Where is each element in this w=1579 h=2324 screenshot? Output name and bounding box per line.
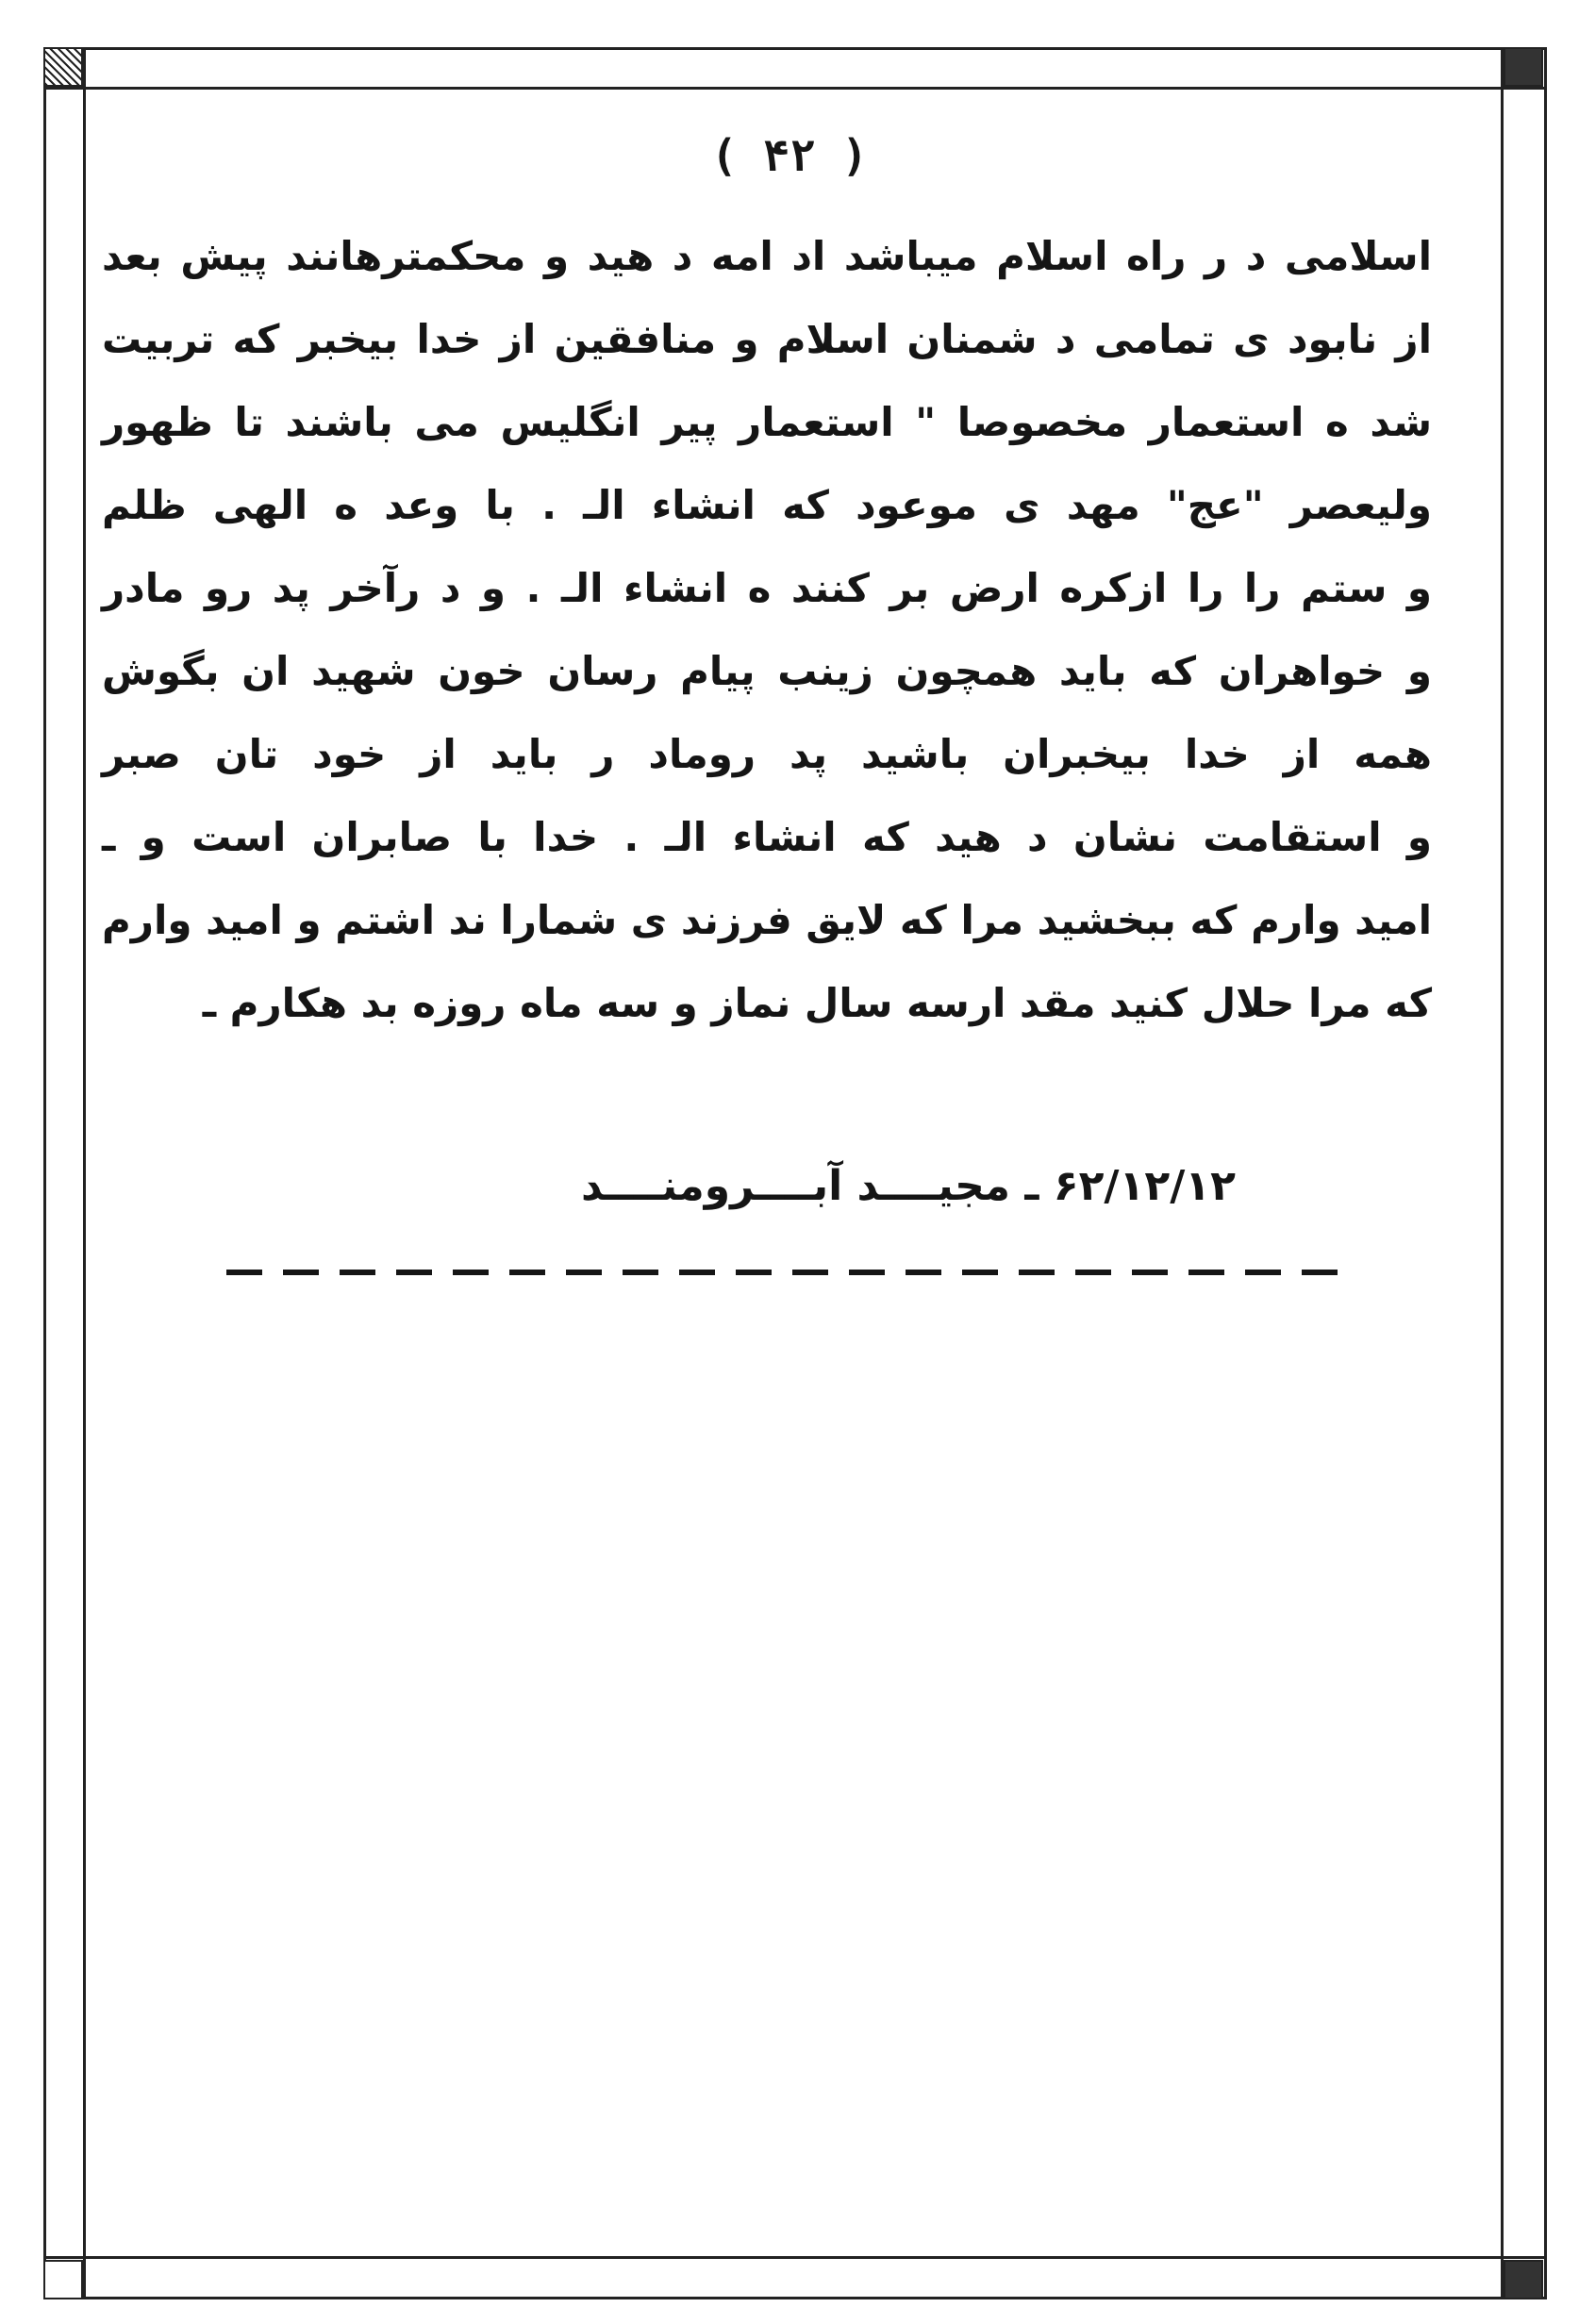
top-rule	[43, 87, 1547, 90]
letter-line: شد ه استعمار مخصوصا " استعمار پیر انگلیس می باشند تا ظهور	[102, 399, 1432, 445]
letter-line: که مرا حلال کنید مقد ارسه سال نماز و سه ماه روزه بد هکارم ـ	[202, 980, 1432, 1026]
letter-line: ولیعصر "عج" مهد ی موعود که انشاء الـ . با وعد ه الهی ظلم	[102, 482, 1432, 528]
letter-line: اسلامی د ر راه اسلام میباشد اد امه د هید و محکمترهانند پیش بعد	[102, 233, 1432, 279]
corner-ornament-top-left	[43, 47, 83, 87]
page-number: ( ۴۲ )	[710, 130, 869, 181]
letter-body	[102, 215, 1432, 1045]
letter-line: امید وارم که ببخشید مرا که لایق فرزند ی شمارا ند اشتم و امید وارم	[102, 897, 1432, 943]
bottom-rule	[43, 2256, 1547, 2259]
letter-line: و استقامت نشان د هید که انشاء الـ . خدا با صابران است و ـ	[102, 814, 1432, 860]
signature-date-line: ۶۲/۱۲/۱۲ ـ مجیــــد آبــــرومنــــد	[580, 1162, 1236, 1210]
letter-line: و ستم را را ازکره ارض بر کنند ه انشاء الـ . و د رآخر پد رو مادر	[102, 565, 1432, 611]
letter-line: همه از خدا بیخبران باشید پد روماد ر باید از خود تان صبر	[102, 731, 1432, 777]
closing-dashed-rule	[226, 1270, 1355, 1275]
corner-ornament-bottom-left	[43, 2260, 83, 2299]
letter-line: از نابود ی تمامی د شمنان اسلام و منافقین از خدا بیخبر که تربیت	[102, 316, 1432, 362]
letter-line: و خواهران که باید همچون زینب پیام رسان خون شهید ان بگوش	[102, 648, 1432, 694]
corner-ornament-top-right	[1504, 47, 1543, 87]
corner-ornament-bottom-right	[1504, 2260, 1543, 2299]
